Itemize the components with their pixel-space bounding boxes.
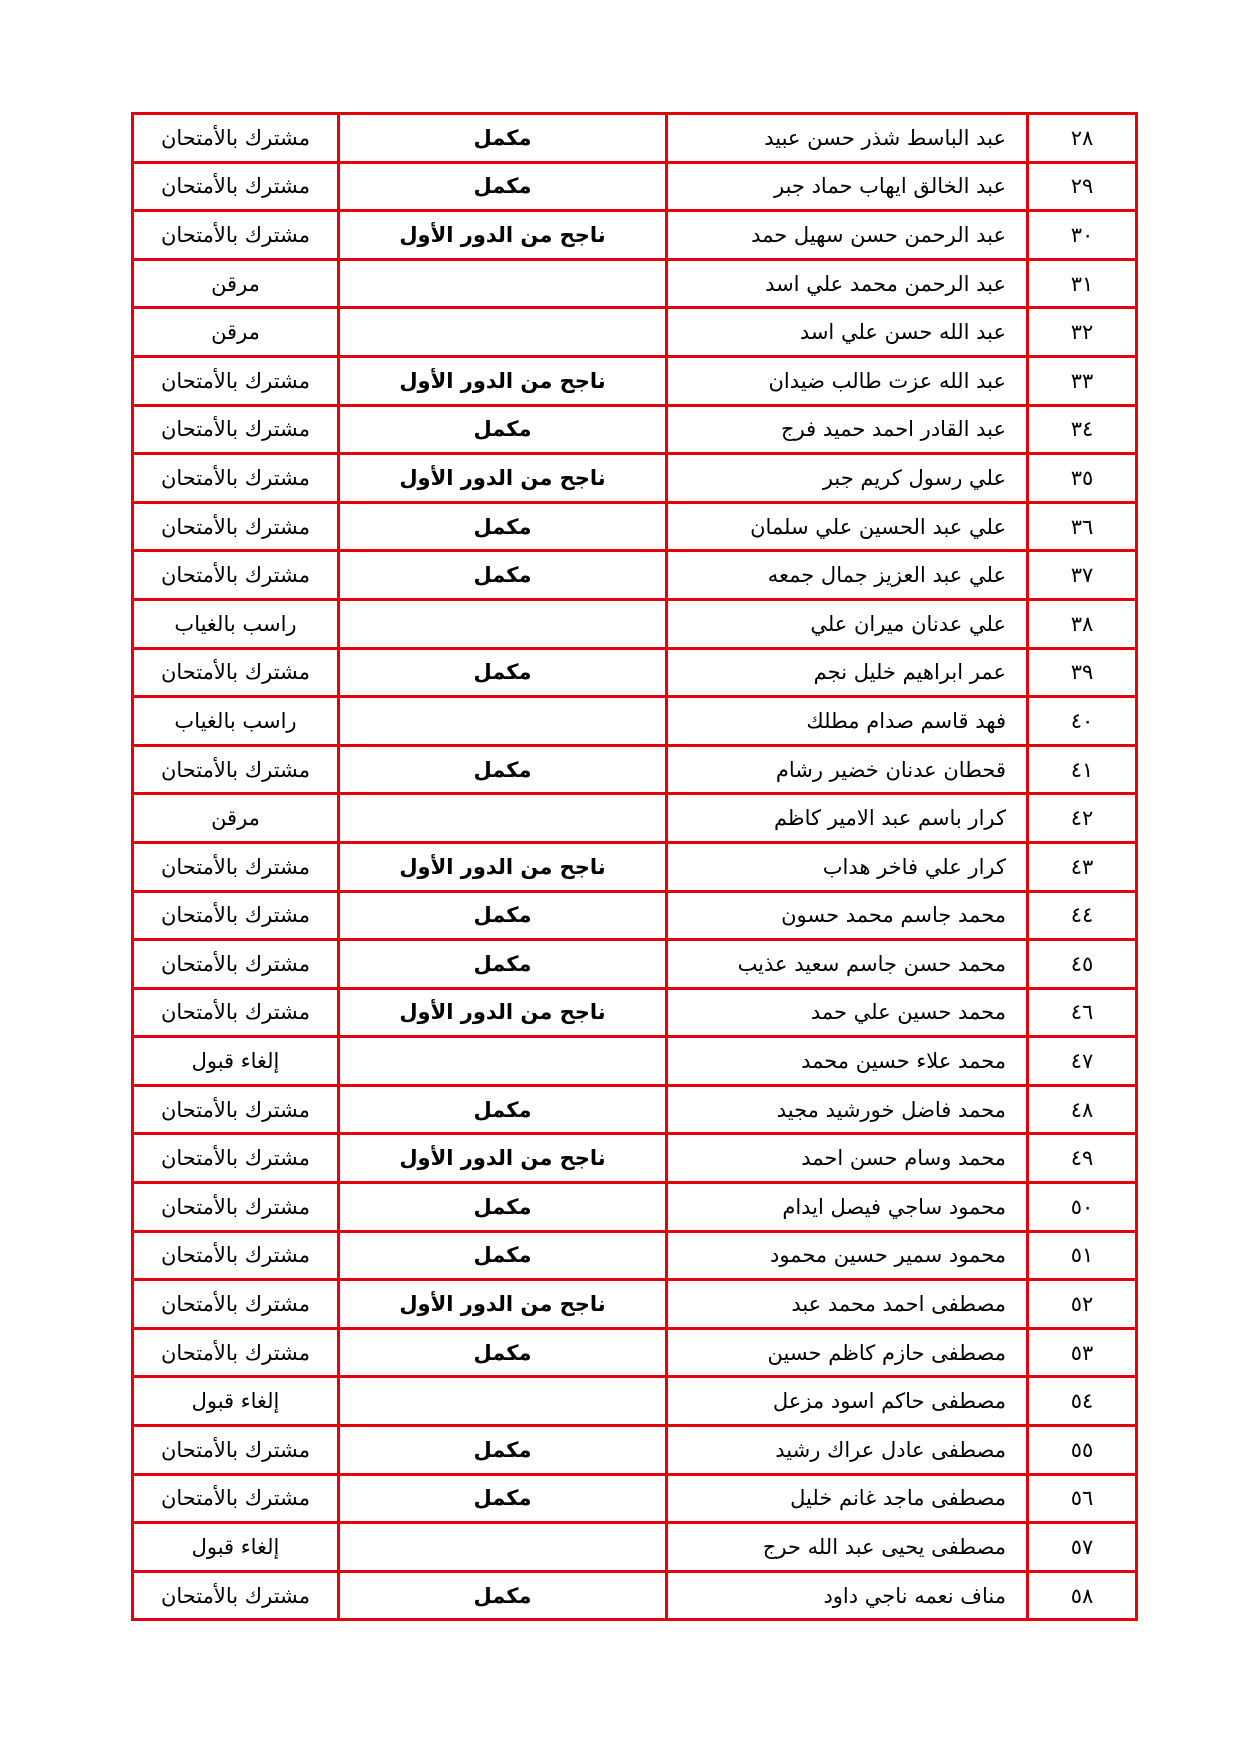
row-number: ٣٤ bbox=[1029, 404, 1138, 453]
result-grade bbox=[340, 306, 668, 355]
result-grade bbox=[340, 1035, 668, 1084]
result-grade: ناجح من الدور الأول bbox=[340, 355, 668, 404]
exam-status: مشترك بالأمتحان bbox=[134, 1278, 340, 1327]
exam-status: مشترك بالأمتحان bbox=[134, 112, 340, 161]
result-grade: ناجح من الدور الأول bbox=[340, 209, 668, 258]
table-row bbox=[134, 647, 1138, 696]
row-number: ٥٦ bbox=[1029, 1473, 1138, 1522]
exam-status: إلغاء قبول bbox=[134, 1521, 340, 1570]
result-grade: مكمل bbox=[340, 938, 668, 987]
exam-status: مشترك بالأمتحان bbox=[134, 404, 340, 453]
student-name: عبد الله عزت طالب ضيدان bbox=[668, 355, 1029, 404]
table-row bbox=[134, 161, 1138, 210]
row-number: ٥٢ bbox=[1029, 1278, 1138, 1327]
row-number: ٤٢ bbox=[1029, 792, 1138, 841]
exam-status: مشترك بالأمتحان bbox=[134, 841, 340, 890]
result-grade: مكمل bbox=[340, 501, 668, 550]
student-name: مصطفى حازم كاظم حسين bbox=[668, 1327, 1029, 1376]
row-number: ٤٤ bbox=[1029, 890, 1138, 939]
row-number: ٣٨ bbox=[1029, 598, 1138, 647]
result-grade: مكمل bbox=[340, 1570, 668, 1619]
row-number: ٤٧ bbox=[1029, 1035, 1138, 1084]
row-number: ٣٠ bbox=[1029, 209, 1138, 258]
row-number: ٣٦ bbox=[1029, 501, 1138, 550]
table-row bbox=[134, 258, 1138, 307]
exam-status: مشترك بالأمتحان bbox=[134, 1327, 340, 1376]
student-name: عبد الله حسن علي اسد bbox=[668, 306, 1029, 355]
results-table-body bbox=[134, 112, 1138, 1618]
result-grade bbox=[340, 598, 668, 647]
result-grade: مكمل bbox=[340, 1473, 668, 1522]
exam-status: مشترك بالأمتحان bbox=[134, 1230, 340, 1279]
exam-status: مشترك بالأمتحان bbox=[134, 890, 340, 939]
exam-status: مشترك بالأمتحان bbox=[134, 209, 340, 258]
table-row bbox=[134, 549, 1138, 598]
row-number: ٣٩ bbox=[1029, 647, 1138, 696]
table-row bbox=[134, 1327, 1138, 1376]
table-row bbox=[134, 1181, 1138, 1230]
result-grade: ناجح من الدور الأول bbox=[340, 841, 668, 890]
row-number: ٤٥ bbox=[1029, 938, 1138, 987]
row-number: ٤٦ bbox=[1029, 987, 1138, 1036]
exam-status: راسب بالغياب bbox=[134, 695, 340, 744]
student-name: محمد فاضل خورشيد مجيد bbox=[668, 1084, 1029, 1133]
result-grade bbox=[340, 1521, 668, 1570]
student-name: محمود سمير حسين محمود bbox=[668, 1230, 1029, 1279]
row-number: ٥٠ bbox=[1029, 1181, 1138, 1230]
exam-status: راسب بالغياب bbox=[134, 598, 340, 647]
table-row bbox=[134, 1230, 1138, 1279]
result-grade: مكمل bbox=[340, 1424, 668, 1473]
student-name: عمر ابراهيم خليل نجم bbox=[668, 647, 1029, 696]
exam-status: مشترك بالأمتحان bbox=[134, 938, 340, 987]
row-number: ٥٤ bbox=[1029, 1375, 1138, 1424]
student-name: قحطان عدنان خضير رشام bbox=[668, 744, 1029, 793]
student-name: محمد وسام حسن احمد bbox=[668, 1132, 1029, 1181]
table-row bbox=[134, 1132, 1138, 1181]
student-name: علي عبد الحسين علي سلمان bbox=[668, 501, 1029, 550]
exam-status: مشترك بالأمتحان bbox=[134, 355, 340, 404]
student-name: عبد الرحمن حسن سهيل حمد bbox=[668, 209, 1029, 258]
exam-status: مشترك بالأمتحان bbox=[134, 1424, 340, 1473]
result-grade: مكمل bbox=[340, 744, 668, 793]
table-row bbox=[134, 1375, 1138, 1424]
student-name: محمد حسين علي حمد bbox=[668, 987, 1029, 1036]
exam-status: مرقن bbox=[134, 258, 340, 307]
row-number: ٤١ bbox=[1029, 744, 1138, 793]
student-name: كرار علي فاخر هداب bbox=[668, 841, 1029, 890]
table-row bbox=[134, 744, 1138, 793]
row-number: ٢٩ bbox=[1029, 161, 1138, 210]
row-number: ٥٣ bbox=[1029, 1327, 1138, 1376]
student-name: مناف نعمه ناجي داود bbox=[668, 1570, 1029, 1619]
row-number: ٥٨ bbox=[1029, 1570, 1138, 1619]
row-number: ٤٩ bbox=[1029, 1132, 1138, 1181]
student-name: مصطفى احمد محمد عبد bbox=[668, 1278, 1029, 1327]
result-grade: مكمل bbox=[340, 112, 668, 161]
student-name: مصطفى عادل عراك رشيد bbox=[668, 1424, 1029, 1473]
table-row bbox=[134, 1035, 1138, 1084]
table-row bbox=[134, 938, 1138, 987]
student-name: علي عبد العزيز جمال جمعه bbox=[668, 549, 1029, 598]
result-grade: مكمل bbox=[340, 161, 668, 210]
table-row bbox=[134, 355, 1138, 404]
student-name: كرار باسم عبد الامير كاظم bbox=[668, 792, 1029, 841]
student-name: مصطفى يحيى عبد الله حرج bbox=[668, 1521, 1029, 1570]
exam-status: مرقن bbox=[134, 792, 340, 841]
result-grade bbox=[340, 695, 668, 744]
result-grade bbox=[340, 1375, 668, 1424]
table-row bbox=[134, 1084, 1138, 1133]
row-number: ٣٧ bbox=[1029, 549, 1138, 598]
row-number: ٣٥ bbox=[1029, 452, 1138, 501]
results-table bbox=[131, 112, 1138, 1621]
exam-status: مشترك بالأمتحان bbox=[134, 987, 340, 1036]
result-grade: مكمل bbox=[340, 549, 668, 598]
table-row bbox=[134, 598, 1138, 647]
table-row bbox=[134, 792, 1138, 841]
student-name: محمد حسن جاسم سعيد عذيب bbox=[668, 938, 1029, 987]
exam-status: مرقن bbox=[134, 306, 340, 355]
row-number: ٣٣ bbox=[1029, 355, 1138, 404]
table-row bbox=[134, 890, 1138, 939]
results-sheet bbox=[131, 112, 1138, 1621]
row-number: ٣١ bbox=[1029, 258, 1138, 307]
exam-status: مشترك بالأمتحان bbox=[134, 744, 340, 793]
result-grade: مكمل bbox=[340, 1181, 668, 1230]
exam-status: مشترك بالأمتحان bbox=[134, 647, 340, 696]
student-name: عبد القادر احمد حميد فرج bbox=[668, 404, 1029, 453]
student-name: مصطفى حاكم اسود مزعل bbox=[668, 1375, 1029, 1424]
student-name: عبد الباسط شذر حسن عبيد bbox=[668, 112, 1029, 161]
result-grade: مكمل bbox=[340, 404, 668, 453]
table-row bbox=[134, 452, 1138, 501]
exam-status: مشترك بالأمتحان bbox=[134, 161, 340, 210]
row-number: ٤٨ bbox=[1029, 1084, 1138, 1133]
table-row bbox=[134, 987, 1138, 1036]
result-grade: مكمل bbox=[340, 647, 668, 696]
result-grade: ناجح من الدور الأول bbox=[340, 1278, 668, 1327]
table-row bbox=[134, 209, 1138, 258]
exam-status: مشترك بالأمتحان bbox=[134, 1181, 340, 1230]
row-number: ٥٥ bbox=[1029, 1424, 1138, 1473]
row-number: ٥٧ bbox=[1029, 1521, 1138, 1570]
table-row bbox=[134, 841, 1138, 890]
student-name: محمد جاسم محمد حسون bbox=[668, 890, 1029, 939]
exam-status: إلغاء قبول bbox=[134, 1375, 340, 1424]
row-number: ٥١ bbox=[1029, 1230, 1138, 1279]
result-grade: مكمل bbox=[340, 1084, 668, 1133]
result-grade: ناجح من الدور الأول bbox=[340, 987, 668, 1036]
exam-status: مشترك بالأمتحان bbox=[134, 1473, 340, 1522]
table-row bbox=[134, 404, 1138, 453]
student-name: مصطفى ماجد غانم خليل bbox=[668, 1473, 1029, 1522]
student-name: علي رسول كريم جبر bbox=[668, 452, 1029, 501]
table-row bbox=[134, 1278, 1138, 1327]
exam-status: مشترك بالأمتحان bbox=[134, 452, 340, 501]
table-row bbox=[134, 306, 1138, 355]
exam-status: مشترك بالأمتحان bbox=[134, 1132, 340, 1181]
student-name: محمود ساجي فيصل ايدام bbox=[668, 1181, 1029, 1230]
result-grade bbox=[340, 792, 668, 841]
table-row bbox=[134, 1521, 1138, 1570]
row-number: ٤٠ bbox=[1029, 695, 1138, 744]
result-grade: ناجح من الدور الأول bbox=[340, 452, 668, 501]
result-grade bbox=[340, 258, 668, 307]
student-name: فهد قاسم صدام مطلك bbox=[668, 695, 1029, 744]
student-name: محمد علاء حسين محمد bbox=[668, 1035, 1029, 1084]
result-grade: ناجح من الدور الأول bbox=[340, 1132, 668, 1181]
result-grade: مكمل bbox=[340, 890, 668, 939]
table-row bbox=[134, 1473, 1138, 1522]
table-row bbox=[134, 695, 1138, 744]
row-number: ٢٨ bbox=[1029, 112, 1138, 161]
exam-status: مشترك بالأمتحان bbox=[134, 1570, 340, 1619]
table-row bbox=[134, 1424, 1138, 1473]
table-row bbox=[134, 112, 1138, 161]
row-number: ٣٢ bbox=[1029, 306, 1138, 355]
result-grade: مكمل bbox=[340, 1230, 668, 1279]
exam-status: مشترك بالأمتحان bbox=[134, 549, 340, 598]
exam-status: مشترك بالأمتحان bbox=[134, 1084, 340, 1133]
row-number: ٤٣ bbox=[1029, 841, 1138, 890]
table-row bbox=[134, 1570, 1138, 1619]
exam-status: مشترك بالأمتحان bbox=[134, 501, 340, 550]
student-name: عبد الخالق ايهاب حماد جبر bbox=[668, 161, 1029, 210]
table-row bbox=[134, 501, 1138, 550]
exam-status: إلغاء قبول bbox=[134, 1035, 340, 1084]
result-grade: مكمل bbox=[340, 1327, 668, 1376]
student-name: علي عدنان ميران علي bbox=[668, 598, 1029, 647]
student-name: عبد الرحمن محمد علي اسد bbox=[668, 258, 1029, 307]
